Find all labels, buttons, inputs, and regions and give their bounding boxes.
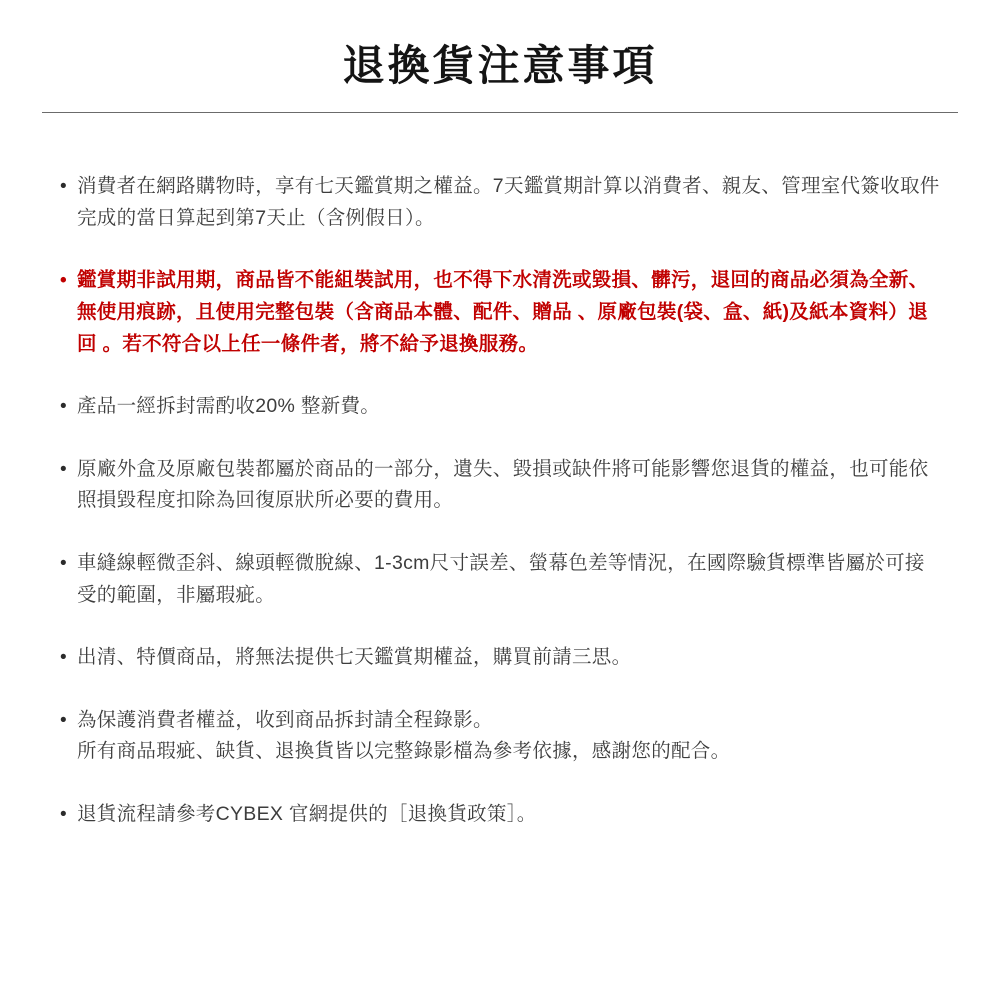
page-header [40, 42, 960, 113]
note-return-process-policy [60, 799, 940, 831]
note-text: 消費者在網路購物時，享有七天鑑賞期之權益。7天鑑賞期計算以消費者、親友、管理室代簽收取件完成的當日算起到第7天止（含例假日）。 [77, 175, 940, 229]
bullet-dot: • [60, 176, 67, 198]
note-text: 出清、特價商品，將無法提供七天鑑賞期權益，購買前請三思。 [77, 646, 632, 669]
bullet-dot: • [60, 270, 67, 292]
note-seven-day-period [60, 171, 940, 234]
note-text: 退貨流程請參考CYBEX 官網提供的［退換貨政策］。 [77, 802, 537, 825]
bullet-dot: • [60, 552, 67, 574]
note-restocking-fee [60, 391, 940, 423]
note-text: 鑑賞期非試用期，商品皆不能組裝試用，也不得下水清洗或毀損、髒污，退回的商品必須為全新、無使用痕跡，且使用完整包裝（含商品本體、配件、贈品 、原廠包裝(袋、盒、紙)及紙本資料）退回 。若不符合以上任一條件者，將不給予退換服務。 [77, 269, 929, 355]
page-title: 退換貨注意事項 [342, 42, 658, 89]
note-text: 車縫線輕微歪斜、線頭輕微脫線、1-3cm尺寸誤差、螢幕色差等情況，在國際驗貨標準皆屬於可接受的範圍，非屬瑕疵。 [77, 551, 925, 606]
note-original-packaging [60, 454, 940, 517]
bullet-dot: • [60, 396, 67, 418]
title-divider [42, 112, 958, 113]
note-clearance-items [60, 642, 940, 674]
bullet-dot: • [60, 647, 67, 669]
notes-list [40, 171, 960, 830]
bullet-dot: • [60, 709, 67, 731]
bullet-dot: • [60, 458, 67, 480]
note-unboxing-video [60, 705, 940, 768]
note-tolerance-standard [60, 548, 940, 611]
note-text-line2: 所有商品瑕疵、缺貨、退換貨皆以完整錄影檔為參考依據，感謝您的配合。 [77, 740, 731, 763]
bullet-dot: • [60, 803, 67, 825]
note-text: 產品一經拆封需酌收20% 整新費。 [77, 395, 381, 418]
note-text-line1: 為保護消費者權益，收到商品拆封請全程錄影。 [77, 708, 493, 731]
note-text: 原廠外盒及原廠包裝都屬於商品的一部分，遺失、毀損或缺件將可能影響您退貨的權益，也可能依照損毀程度扣除為回復原狀所必要的費用。 [77, 457, 929, 512]
note-no-trial-warning [60, 265, 940, 360]
